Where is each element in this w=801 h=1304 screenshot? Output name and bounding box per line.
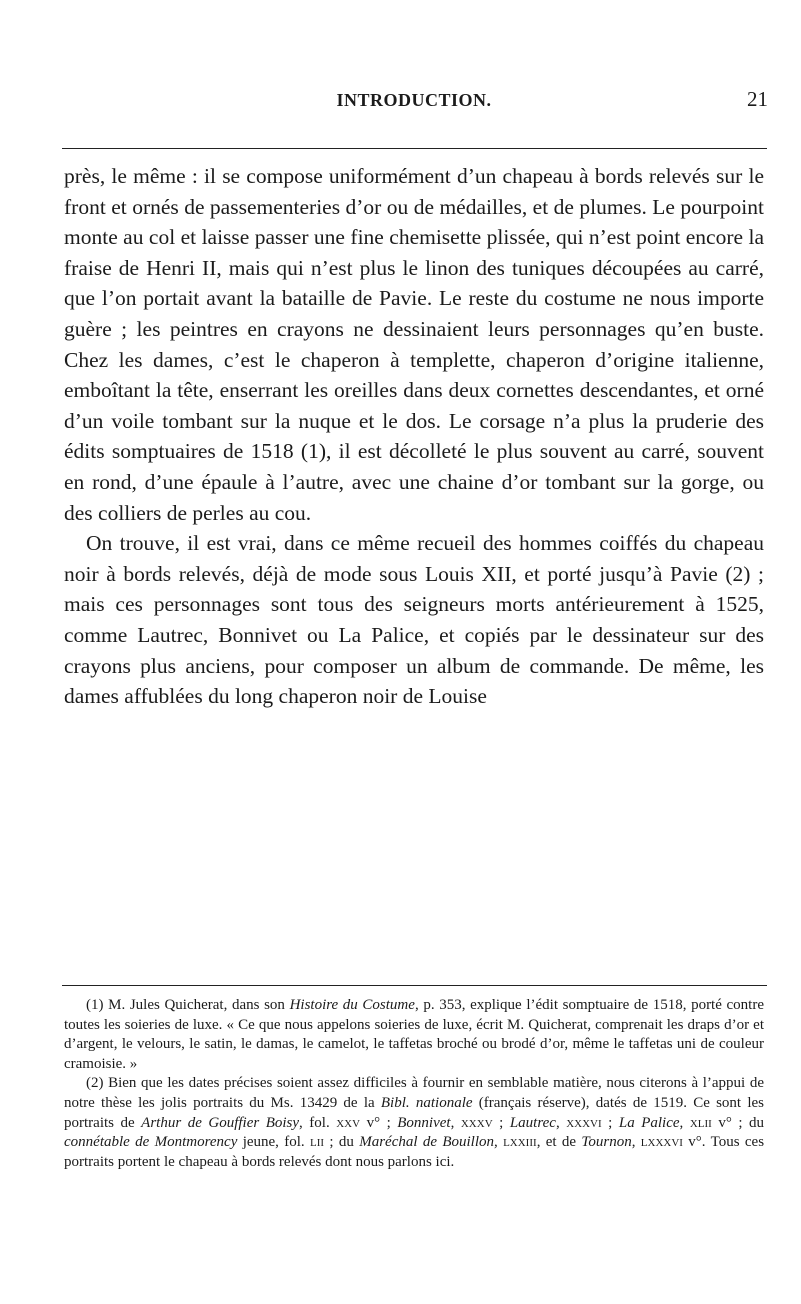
folio-number: lii (310, 1134, 325, 1151)
footnote-2-text: , et de (536, 1134, 582, 1151)
footnote-1-title: Histoire du Costume (289, 997, 415, 1013)
footnote-2 (64, 1074, 764, 1172)
footnote-2-name: Tournon (581, 1134, 632, 1151)
folio-number: lxxxvi (640, 1134, 683, 1151)
footnote-2-name: La Palice (618, 1114, 680, 1131)
folio-number: xlii (689, 1114, 712, 1131)
footnote-2-text: (français réserve), datés de 1519. Ce sont les portraits de (64, 1094, 764, 1131)
folio-number: xxxv (460, 1114, 493, 1131)
footnote-2-name: Bonnivet (397, 1114, 451, 1131)
footnote-1-text-cont: , p. 353, explique l’édit somptuaire de 1518, porté contre toutes les soieries de luxe. « Ce que nous appelons soieries de luxe, écrit M. Quicherat, comprenait les draps d’or et d’argent, le velours, le satin, le damas, le camelot, le taffetas broché ou brodé d’or, même le taffetas uni de couleur cramoisie. » (64, 997, 764, 1072)
footnote-2-text: jeune, fol. (237, 1134, 310, 1151)
page-number: 21 (747, 87, 768, 111)
footnote-2-library: Bibl. nationale (380, 1094, 473, 1111)
footnote-1 (64, 996, 764, 1074)
footnote-2-text: , (555, 1114, 567, 1131)
footnote-2-text: , fol. (299, 1114, 337, 1131)
footnote-2-text: ; (601, 1114, 619, 1131)
footnote-2-text: (2) Bien que les dates précises soient assez difficiles à fournir en semblable matière, nous citerons à l’appui de notre thèse les jolis portraits du Ms. 13429 de la (64, 1075, 764, 1111)
folio-number: lxxiii (503, 1134, 537, 1151)
paragraph-1: près, le même : il se compose uniformément d’un chapeau à bords relevés sur le front et ornés de passementeries d’or ou de médailles, et de plumes. Le pourpoint monte au col et laisse passer une fine chemisette plissée, qui n’est point encore la fraise de Henri II, mais qui n’est plus le linon des tuniques découpées au carré, que l’on portait avant la bataille de Pavie. Le reste du costume ne nous importe guère ; les peintres en crayons ne dessinaient leurs personnages qu’en buste. Chez les dames, c’est le chaperon à templette, chaperon d’origine italienne, emboîtant la tête, enserrant les oreilles dans deux cornettes descendantes, et orné d’un voile tombant sur la nuque et le dos. Le corsage n’a plus la pruderie des édits somptuaires de 1518 (1), il est décolleté le plus souvent au carré, souvent en rond, d’une épaule à l’autre, avec une chaine d’or tombant sur la gorge, ou des colliers de perles au cou. (64, 164, 764, 525)
footnote-2-text: ; (492, 1114, 510, 1131)
header-rule (62, 148, 767, 149)
footnote-2-name: connétable de Montmorency (64, 1134, 238, 1151)
footnote-2-name: Maréchal de Bouillon (359, 1134, 494, 1151)
footnote-2-name: Arthur de Gouffier Boisy (141, 1114, 300, 1131)
footnote-2-text: v° ; du (711, 1114, 765, 1131)
running-header (60, 87, 768, 120)
folio-number: xxxvi (566, 1114, 602, 1131)
footnotes (64, 996, 764, 1172)
header-title: INTRODUCTION. (336, 90, 492, 110)
footnote-2-text: v°. Tous ces portraits portent le chapeau à bords relevés dont nous parlons ici. (64, 1134, 765, 1170)
footnote-2-text: v° ; (360, 1114, 398, 1131)
footnote-2-text: , (631, 1134, 641, 1151)
footnote-2-name: Lautrec (509, 1114, 556, 1131)
main-text (64, 161, 764, 712)
footnote-1-text: (1) M. Jules Quicherat, dans son (86, 997, 290, 1013)
footnote-2-text: ; du (324, 1134, 360, 1151)
folio-number: xxv (336, 1114, 361, 1131)
footnote-rule (62, 985, 767, 986)
paragraph-2: On trouve, il est vrai, dans ce même recueil des hommes coiffés du chapeau noir à bords relevés, déjà de mode sous Louis XII, et porté jusqu’à Pavie (2) ; mais ces personnages sont tous des seigneurs morts antérieurement à 1525, comme Lautrec, Bonnivet ou La Palice, et copiés par le dessinateur sur des crayons plus anciens, pour composer un album de commande. De même, les dames affublées du long chaperon noir de Louise (64, 531, 764, 709)
footnote-2-text: , (450, 1114, 461, 1131)
footnote-2-text: , (679, 1114, 690, 1131)
footnote-2-text: , (494, 1134, 504, 1151)
